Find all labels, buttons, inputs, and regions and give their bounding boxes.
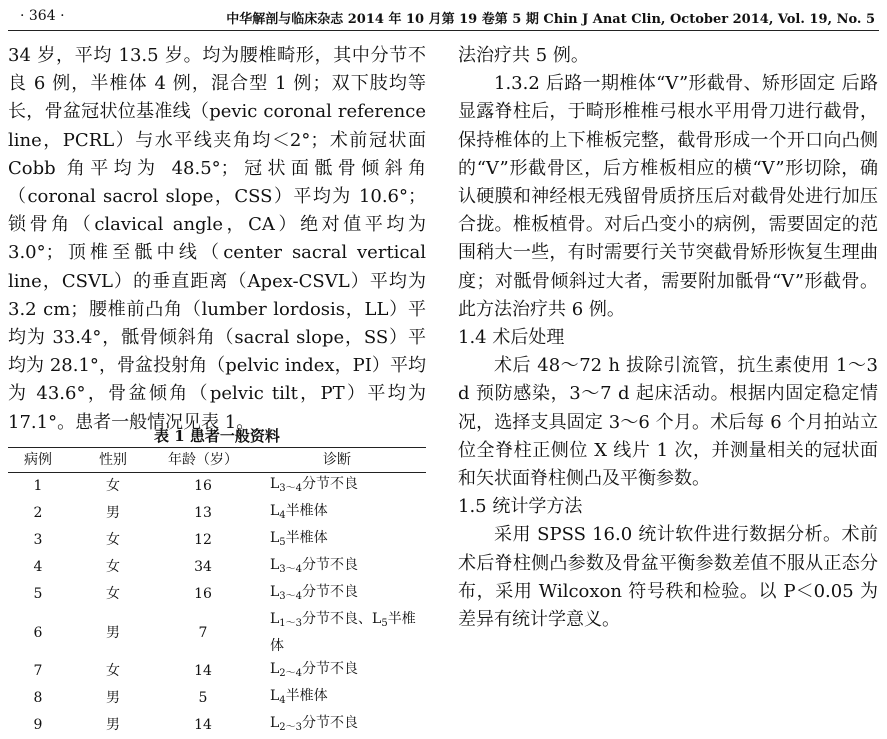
diagnosis-dx-post: 分节不良 — [302, 557, 358, 573]
patient-table — [8, 447, 426, 739]
case-number: 6 — [8, 608, 68, 658]
age-cell: 7 — [158, 608, 248, 658]
age-cell: 12 — [158, 527, 248, 554]
heading-1-4: 1.4 术后处理 — [458, 324, 878, 352]
case-number: 7 — [8, 658, 68, 685]
stats-paragraph: 采用 SPSS 16.0 统计软件进行数据分析。术前术后脊柱侧凸参数及骨盆平衡参数差值不服从正态分布，采用 Wilcoxon 符号秩和检验。以 P＜0.05 为差异有统计学意义。 — [458, 521, 878, 634]
sex-cell: 女 — [68, 658, 158, 685]
age-cell: 16 — [158, 581, 248, 608]
body-paragraph: 34 岁，平均 13.5 岁。均为腰椎畸形，其中分节不良 6 例，半椎体 4 例，混合型 1 例；双下肢均等长，骨盆冠状位基准线（pevic coronal reference line，PCRL）与水平线夹角均＜2°；术前冠状面 Cobb 角平均为 48.5°；冠状面骶骨倾斜角（coronal sacrol slope，CSS）平均为 10.6°；锁骨角（clavical angle，CA）绝对值平均为 3.0°；顶椎至骶中线（center sacral vertical line，CSVL）的垂直距离（Apex-CSVL）平均为 3.2 cm；腰椎前凸角（lumber lordosis，LL）平均为 33.4°，骶骨倾斜角（sacral slope，SS）平均为 28.1°，骨盆投射角（pelvic index，PI）平均为 43.6°，骨盆倾角（pelvic tilt，PT）平均为 17.1°。患者一般情况见表 1。 — [8, 42, 426, 437]
sex-cell: 男 — [68, 608, 158, 658]
page-number: · 364 · — [20, 8, 65, 24]
diagnosis-dx-pre: L — [270, 557, 279, 573]
diagnosis-cell — [248, 581, 426, 608]
diagnosis-dx-sub: 3～4 — [279, 564, 302, 575]
diagnosis-cell — [248, 473, 426, 501]
table-row — [8, 500, 426, 527]
diagnosis-dx-post: 分节不良 — [302, 715, 358, 731]
diagnosis-dx-pre: L — [270, 584, 279, 600]
diagnosis-dx-sub: 3～4 — [279, 483, 302, 494]
age-cell: 13 — [158, 500, 248, 527]
col-header-case: 病例 — [8, 448, 68, 473]
diagnosis-dx-pre: L — [270, 688, 279, 704]
case-number: 9 — [8, 712, 68, 739]
sex-cell: 女 — [68, 581, 158, 608]
sex-cell: 男 — [68, 685, 158, 712]
table-row — [8, 685, 426, 712]
diagnosis-dx-post: 半椎体 — [286, 530, 328, 546]
diagnosis-dx-sub: 4 — [279, 510, 285, 521]
col-header-age: 年龄（岁） — [158, 448, 248, 473]
diagnosis-dx-post: 分节不良 — [302, 661, 358, 677]
age-cell: 34 — [158, 554, 248, 581]
continued-paragraph: 法治疗共 5 例。 — [458, 42, 878, 70]
diagnosis-dx-post: 分节不良 — [302, 584, 358, 600]
diagnosis-dx-pre: L — [270, 661, 279, 677]
diagnosis-dx-sub: 2～4 — [279, 668, 302, 679]
diagnosis-dx-pre: L — [270, 503, 279, 519]
case-number: 3 — [8, 527, 68, 554]
sex-cell: 女 — [68, 554, 158, 581]
table-body — [8, 473, 426, 739]
diagnosis-dx-post: 分节不良 — [302, 476, 358, 492]
sex-cell: 男 — [68, 500, 158, 527]
case-number: 4 — [8, 554, 68, 581]
diagnosis-dx-sub: 5 — [279, 537, 285, 548]
journal-citation: 中华解剖与临床杂志 2014 年 10 月第 19 卷第 5 期 Chin J Anat Clin, October 2014, Vol. 19, No. 5 — [226, 8, 875, 27]
diagnosis-dx-sub: 3～4 — [279, 591, 302, 602]
diagnosis-cell — [248, 685, 426, 712]
diagnosis-dx-pre: L — [270, 476, 279, 492]
table-row — [8, 473, 426, 501]
diagnosis-dx-pre: L — [270, 611, 279, 627]
table-row — [8, 527, 426, 554]
age-cell: 14 — [158, 658, 248, 685]
diagnosis-dx-post2: 半椎体 — [270, 611, 416, 654]
diagnosis-dx-sub2: 5 — [381, 618, 387, 629]
case-number: 2 — [8, 500, 68, 527]
col-header-sex: 性别 — [68, 448, 158, 473]
col-header-diagnosis: 诊断 — [248, 448, 426, 473]
diagnosis-dx-post: 半椎体 — [286, 503, 328, 519]
diagnosis-dx-post: 分节不良、L — [302, 611, 381, 627]
diagnosis-dx-sub: 1～3 — [279, 618, 302, 629]
section-1-3-2: 1.3.2 后路一期椎体“V”形截骨、矫形固定 后路显露脊柱后，于畸形椎椎弓根水平用骨刀进行截骨，保持椎体的上下椎板完整，截骨形成一个开口向凸侧的“V”形截骨区，后方椎板相应的横“V”形切除，确认硬膜和神经根无残留骨质挤压后对截骨处进行加压合拢。椎板植骨。对后凸变小的病例，需要固定的范围稍大一些，有时需要行关节突截骨矫形恢复生理曲度；对骶骨倾斜过大者，需要附加骶骨“V”形截骨。此方法治疗共 6 例。 — [458, 70, 878, 324]
diagnosis-dx-pre: L — [270, 530, 279, 546]
table-row — [8, 554, 426, 581]
running-header — [0, 0, 887, 30]
postop-paragraph: 术后 48～72 h 拔除引流管，抗生素使用 1～3 d 预防感染，3～7 d 起床活动。根据内固定稳定情况，选择支具固定 3～6 个月。术后每 6 个月拍站立位全脊柱正侧位 X 线片 1 次，并测量相关的冠状面和矢状面脊柱侧凸及平衡参数。 — [458, 352, 878, 493]
table-title: 表 1 患者一般资料 — [8, 425, 426, 446]
table-row — [8, 712, 426, 739]
header-rule — [8, 30, 879, 31]
heading-1-5: 1.5 统计学方法 — [458, 493, 878, 521]
sex-cell: 男 — [68, 712, 158, 739]
case-number: 5 — [8, 581, 68, 608]
age-cell: 14 — [158, 712, 248, 739]
diagnosis-dx-sub: 4 — [279, 695, 285, 706]
diagnosis-dx-sub: 2～3 — [279, 722, 302, 733]
diagnosis-cell — [248, 712, 426, 739]
diagnosis-cell — [248, 658, 426, 685]
age-cell: 16 — [158, 473, 248, 501]
table-row — [8, 608, 426, 658]
age-cell: 5 — [158, 685, 248, 712]
diagnosis-cell — [248, 608, 426, 658]
case-number: 1 — [8, 473, 68, 501]
table-row — [8, 658, 426, 685]
right-column — [458, 42, 878, 634]
diagnosis-cell — [248, 527, 426, 554]
diagnosis-cell — [248, 554, 426, 581]
diagnosis-dx-pre: L — [270, 715, 279, 731]
diagnosis-dx-post: 半椎体 — [286, 688, 328, 704]
left-column — [8, 42, 426, 437]
case-number: 8 — [8, 685, 68, 712]
sex-cell: 女 — [68, 473, 158, 501]
diagnosis-cell — [248, 500, 426, 527]
table-header-row — [8, 448, 426, 473]
sex-cell: 女 — [68, 527, 158, 554]
table-row — [8, 581, 426, 608]
